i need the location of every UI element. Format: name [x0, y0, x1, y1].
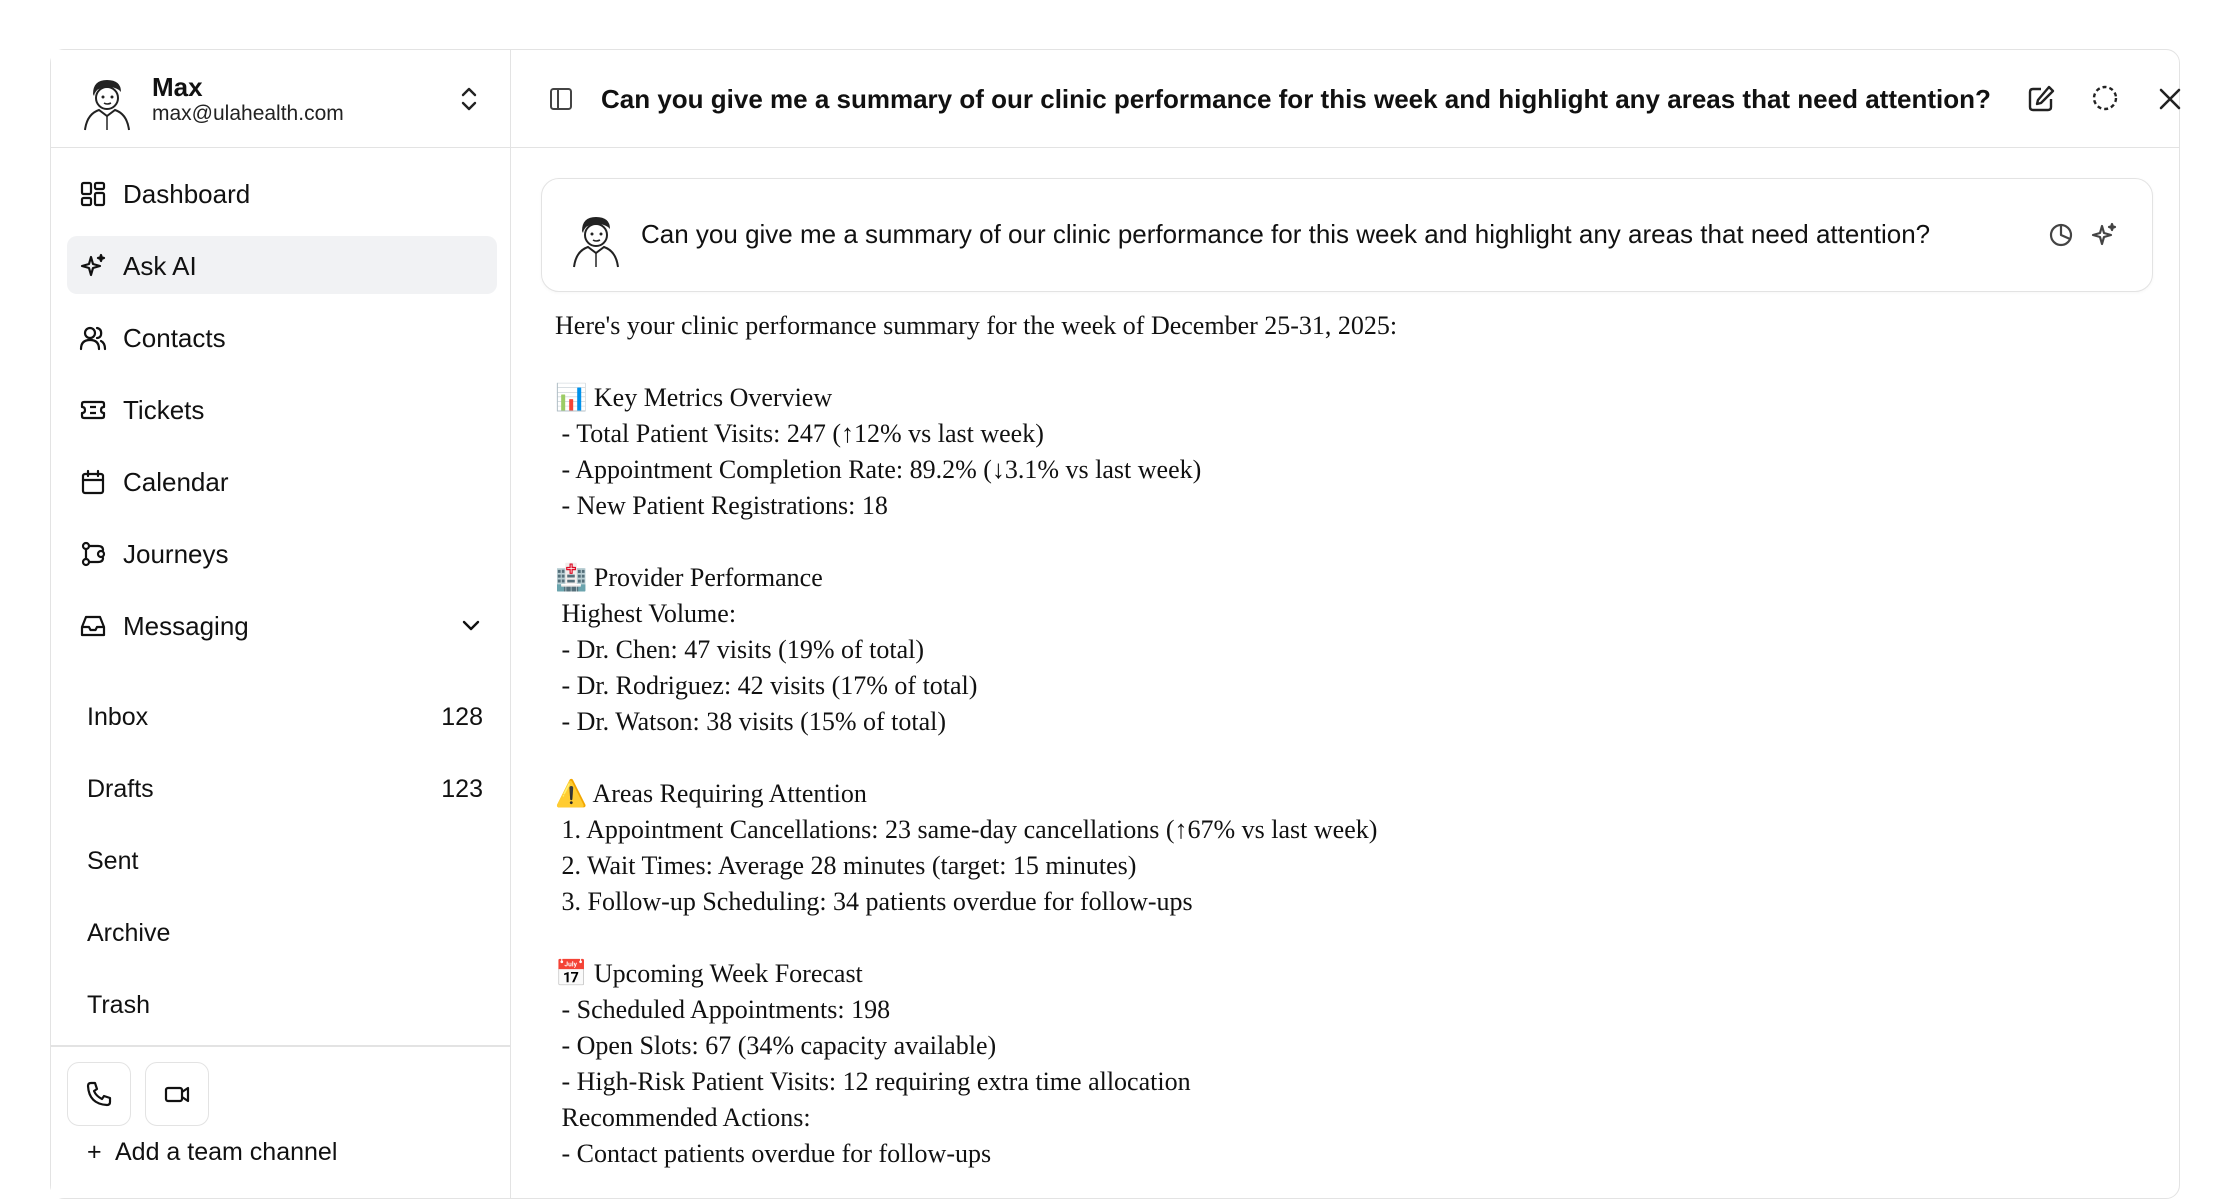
sparkles-icon[interactable]	[2090, 221, 2118, 249]
messaging-item-trash[interactable]	[87, 979, 497, 1031]
inbox-icon	[79, 612, 107, 640]
calendar-icon	[79, 468, 107, 496]
user-avatar	[570, 211, 622, 267]
sidebar-item-label: Journeys	[123, 539, 229, 569]
sidebar-item-contacts[interactable]	[67, 308, 497, 366]
sidebar-item-label: Calendar	[123, 467, 229, 497]
sidebar-item-ask-ai[interactable]	[67, 236, 497, 294]
ai-answer: Here's your clinic performance summary for the week of December 25-31, 2025: 📊 Key Metrics Overview - Total Patient Visits: 247 (↑12% vs last week) - Appointment Completion Rate: 89.2% (↓3.1% vs last week) - New Patient Registrations: 18 🏥 Provider Performance Highest Volume: - Dr. Chen: 47 visits (19% of total) - Dr. Rodriguez: 42 visits (17% of total) - Dr. Watson: 38 visits (15% of total) ⚠️ Areas Requiring Attention 1. Appointment Cancellations: 23 same-day cancellations (↑67% vs last week) 2. Wait Times: Average 28 minutes (target: 15 minutes) 3. Follow-up Scheduling: 34 patients overdue for follow-ups 📅 Upcoming Week Forecast - Scheduled Appointments: 198 - Open Slots: 67 (34% capacity available) - High-Risk Patient Visits: 12 requiring extra time allocation Recommended Actions: - Contact patients overdue for follow-ups	[555, 311, 1398, 1168]
messaging-item-label: Drafts	[87, 775, 154, 803]
chat-header	[511, 50, 2179, 148]
edit-icon[interactable]	[2025, 83, 2057, 115]
messaging-item-count: 123	[441, 775, 483, 803]
sidebar-item-messaging[interactable]	[67, 596, 497, 654]
sidebar-item-label: Messaging	[123, 611, 249, 641]
messaging-item-drafts[interactable]	[87, 763, 497, 815]
messaging-item-count: 128	[441, 703, 483, 731]
user-email: max@ulahealth.com	[152, 102, 344, 125]
user-name: Max	[152, 72, 203, 102]
sparkles-icon	[79, 252, 107, 280]
chevron-down-icon[interactable]	[459, 613, 483, 637]
users-icon	[79, 324, 107, 352]
question-card	[541, 178, 2153, 292]
messaging-item-label: Inbox	[87, 703, 149, 731]
chat-panel	[511, 50, 2179, 1198]
messaging-item-label: Trash	[87, 991, 150, 1019]
user-avatar	[81, 74, 133, 130]
close-icon[interactable]	[2154, 83, 2186, 115]
sidebar	[51, 50, 511, 1198]
route-icon	[79, 540, 107, 568]
sidebar-item-label: Ask AI	[123, 251, 197, 281]
video-call-button[interactable]	[145, 1062, 209, 1126]
dashboard-icon	[79, 180, 107, 208]
messaging-item-label: Sent	[87, 847, 139, 875]
sidebar-item-calendar[interactable]	[67, 452, 497, 510]
messaging-item-archive[interactable]	[87, 907, 497, 959]
add-channel-label: Add a team channel	[115, 1138, 338, 1166]
app-window	[50, 49, 2180, 1199]
messaging-item-label: Archive	[87, 919, 171, 947]
sidebar-divider	[51, 1045, 510, 1047]
pie-chart-icon[interactable]	[2047, 221, 2075, 249]
lasso-icon[interactable]	[2089, 83, 2121, 115]
messaging-item-inbox[interactable]	[87, 691, 497, 743]
sidebar-item-label: Dashboard	[123, 179, 251, 209]
video-icon	[163, 1080, 191, 1108]
phone-call-button[interactable]	[67, 1062, 131, 1126]
user-switcher[interactable]	[51, 50, 510, 148]
phone-icon	[85, 1080, 113, 1108]
add-team-channel-button[interactable]	[87, 1138, 337, 1167]
plus-icon: +	[87, 1138, 102, 1166]
sidebar-item-label: Contacts	[123, 323, 226, 353]
sidebar-toggle-icon[interactable]	[547, 85, 575, 113]
ticket-icon	[79, 396, 107, 424]
chevron-up-down-icon[interactable]	[456, 84, 482, 114]
sidebar-item-label: Tickets	[123, 395, 205, 425]
messaging-item-sent[interactable]	[87, 835, 497, 887]
page-title: Can you give me a summary of our clinic performance for this week and highlight any areas that need attention?	[601, 84, 1991, 114]
question-text: Can you give me a summary of our clinic performance for this week and highlight any areas that need attention?	[641, 219, 1931, 249]
sidebar-item-tickets[interactable]	[67, 380, 497, 438]
sidebar-item-dashboard[interactable]	[67, 164, 497, 222]
sidebar-item-journeys[interactable]	[67, 524, 497, 582]
